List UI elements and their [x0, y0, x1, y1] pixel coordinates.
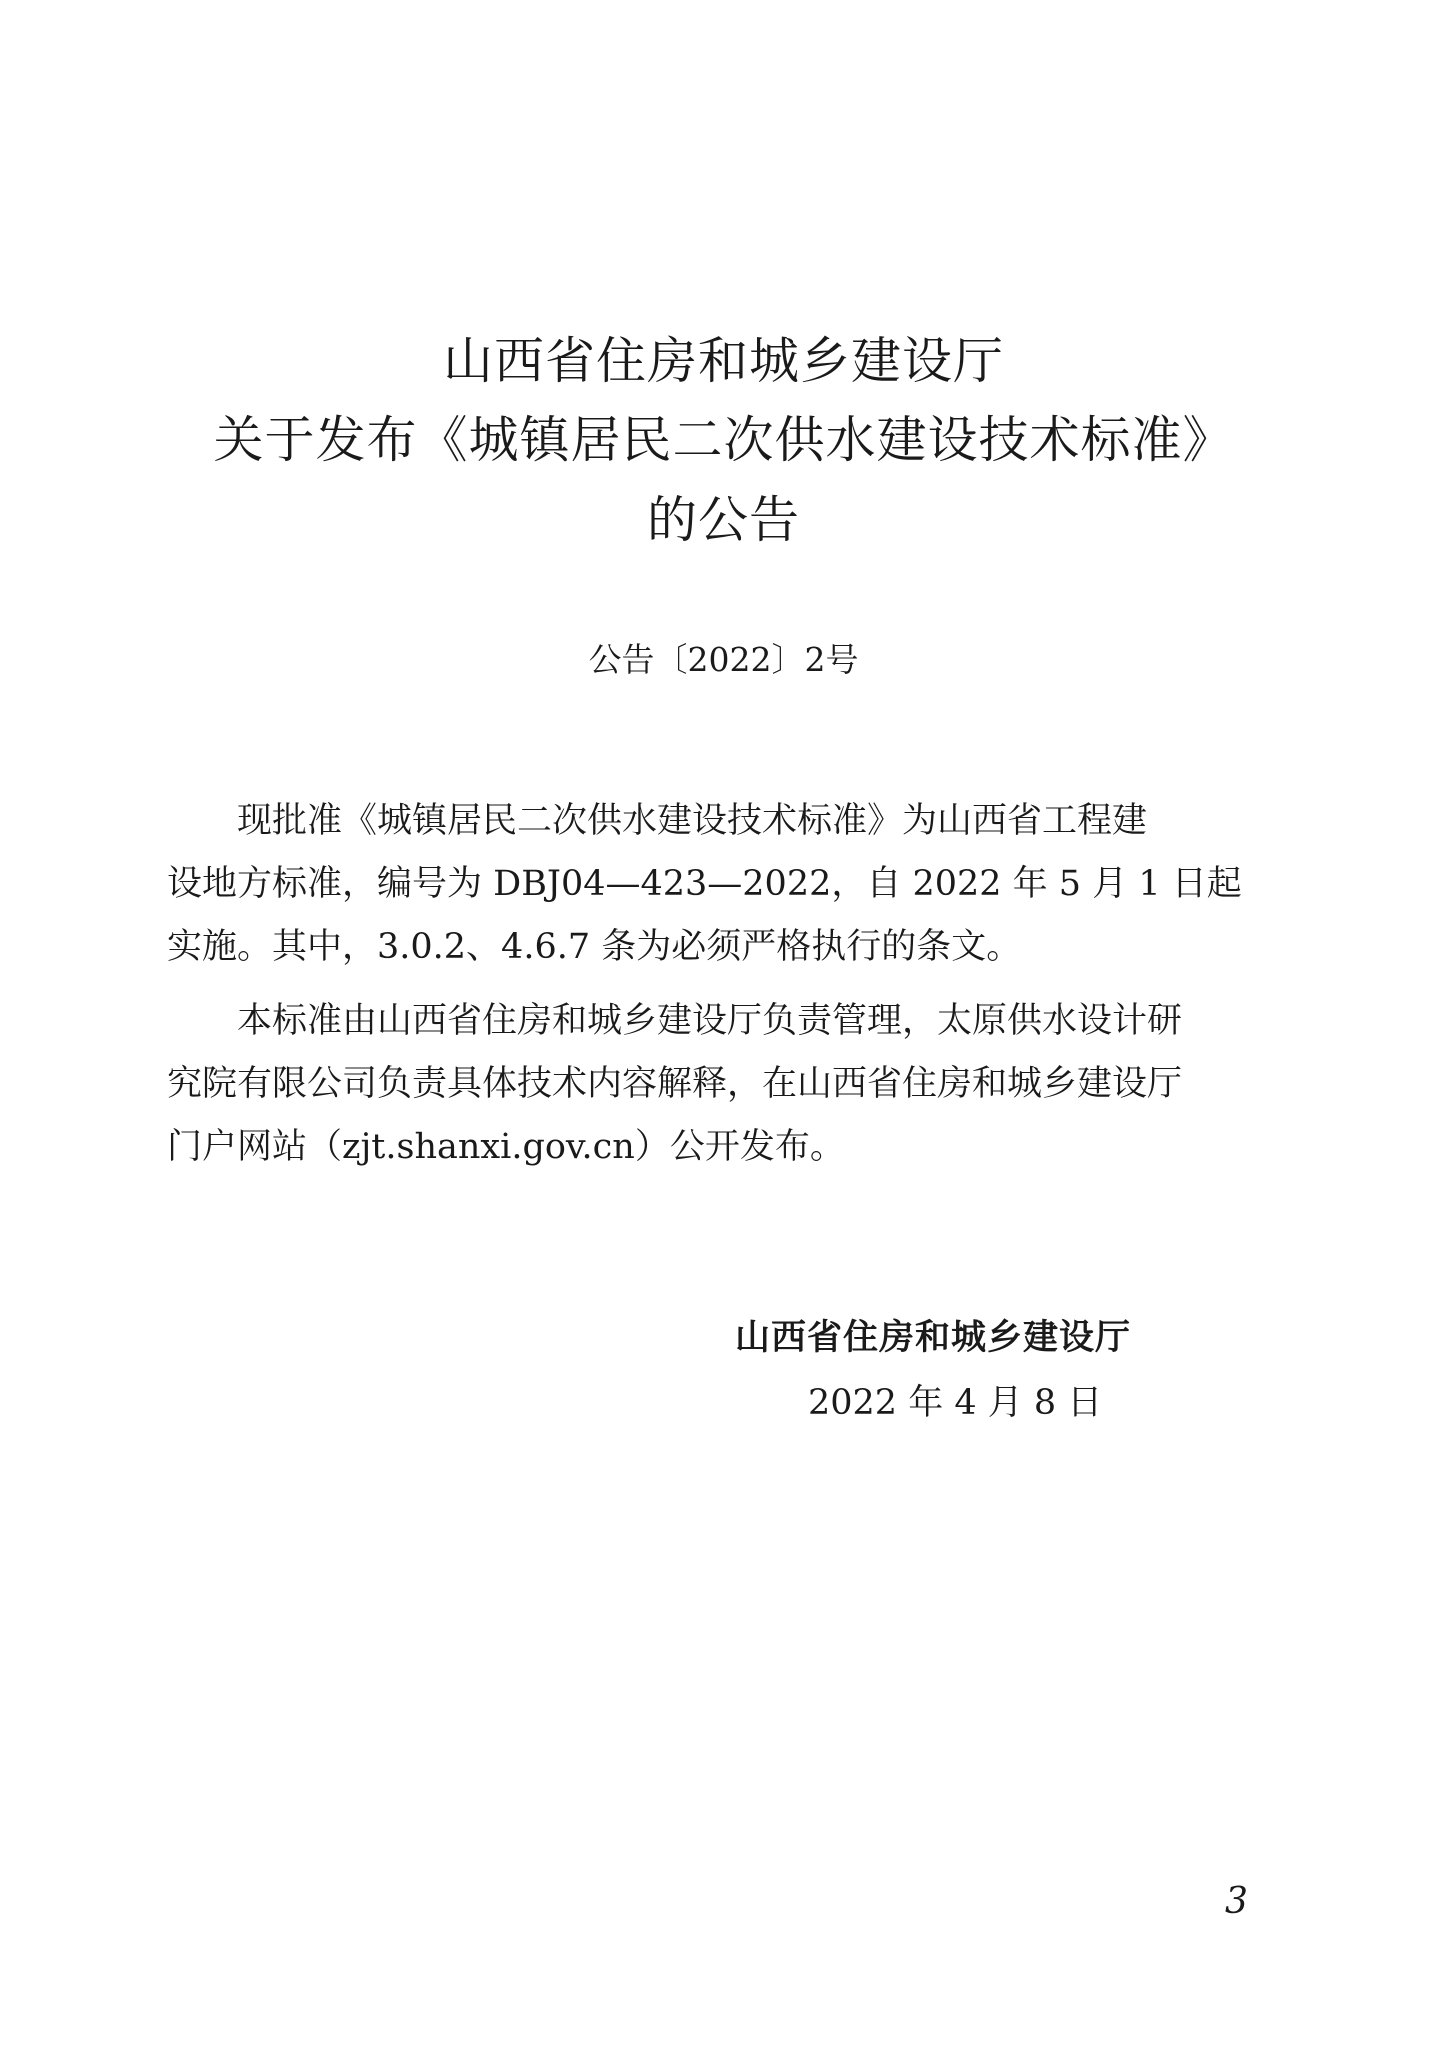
paragraph-line: 门户网站（zjt.shanxi.gov.cn）公开发布。: [167, 1127, 845, 1167]
paragraph-line: 本标准由山西省住房和城乡建设厅负责管理，太原供水设计研: [237, 1001, 1183, 1041]
paragraph-line: 实施。其中，3.0.2、4.6.7 条为必须严格执行的条文。: [167, 927, 1022, 967]
title-line-2: 关于发布《城镇居民二次供水建设技术标准》: [213, 411, 1234, 469]
announcement-number: 公告〔2022〕2号: [588, 640, 859, 679]
signature-organization: 山西省住房和城乡建设厅: [735, 1318, 1132, 1358]
signature-date: 2022 年 4 月 8 日: [808, 1383, 1103, 1423]
paragraph-approval: [167, 790, 1277, 979]
page-number: 3: [1225, 1881, 1248, 1922]
paragraph-line: 现批准《城镇居民二次供水建设技术标准》为山西省工程建: [237, 801, 1148, 841]
paragraph-line: 究院有限公司负责具体技术内容解释，在山西省住房和城乡建设厅: [167, 1064, 1183, 1104]
title-line-3: 的公告: [647, 491, 800, 549]
paragraph-management: [167, 990, 1277, 1179]
title-line-1: 山西省住房和城乡建设厅: [443, 332, 1004, 390]
paragraph-line: 设地方标准，编号为 DBJ04—423—2022，自 2022 年 5 月 1 日起: [167, 864, 1242, 904]
